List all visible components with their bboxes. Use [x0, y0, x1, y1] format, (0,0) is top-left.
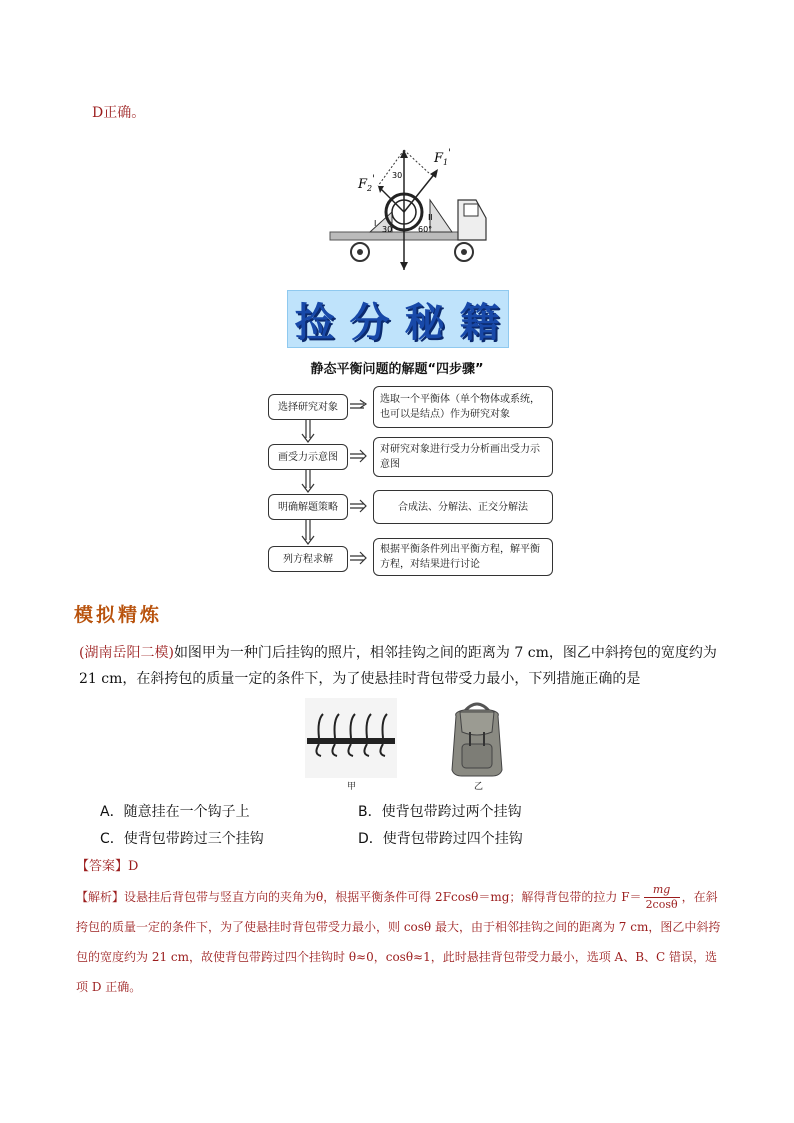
answer-line — [76, 855, 138, 874]
step-left-1: 选择研究对象 — [268, 394, 348, 420]
fraction-numerator: mg — [644, 883, 680, 898]
step-left-2: 画受力示意图 — [268, 444, 348, 470]
f1-arrow-head — [430, 169, 438, 178]
option-a[interactable]: A．随意挂在一个钩子上 — [100, 804, 250, 820]
banner-char: 秘 — [404, 299, 447, 346]
right-arrow-3 — [350, 500, 366, 512]
step-right-2: 对研究对象进行受力分析画出受力示意图 — [373, 437, 553, 477]
explanation-tag: 【解析】 — [76, 890, 125, 904]
explanation-part2: ，在斜挎包的质量一定的条件下，为了使悬挂时背包带受力最小，则 cosθ 最大，由于相邻挂钩之间的距离为 7 cm，图乙中斜挎包的宽度约为 21 cm，故使背包带跨过四个挂钩时 θ≈0，cosθ≈1，此时悬挂背包带受力最小，选项 A、B、C 错误，选项 D 正确。 — [76, 890, 721, 994]
truck-force-diagram — [326, 140, 496, 272]
question-source: (湖南岳阳二模) — [79, 645, 174, 661]
backpack-flap — [460, 712, 494, 735]
top-answer-line: D正确。 — [92, 105, 146, 121]
photo-caption-left: 甲 — [347, 782, 357, 792]
fraction — [644, 883, 680, 912]
label-angle-right: 60° — [418, 225, 433, 234]
truck-window — [464, 204, 478, 216]
label-ii: II — [428, 213, 433, 222]
option-c[interactable]: C．使背包带跨过三个挂钩 — [100, 831, 264, 847]
fraction-denominator: 2cosθ — [645, 898, 678, 911]
option-b[interactable]: B．使背包带跨过两个挂钩 — [358, 804, 522, 820]
explanation — [76, 882, 726, 1002]
gravity-arrow-head — [400, 262, 408, 270]
step-right-4: 根据平衡条件列出平衡方程，解平衡方程，对结果进行讨论 — [373, 538, 553, 576]
photo-caption-right: 乙 — [474, 782, 484, 792]
flowchart-arrows — [260, 380, 380, 580]
step-right-3: 合成法、分解法、正交分解法 — [373, 490, 553, 524]
banner-char: 分 — [349, 299, 392, 346]
tips-banner — [287, 290, 509, 348]
label-i: I — [374, 219, 377, 228]
dash-left — [378, 150, 404, 186]
right-arrow-1 — [350, 400, 366, 408]
section-heading: 模拟精炼 — [74, 604, 163, 626]
question-text — [79, 640, 729, 692]
backpack-photo — [444, 698, 510, 778]
banner-char: 捡 — [294, 299, 337, 346]
front-wheel-hub — [461, 249, 467, 255]
rear-wheel-hub — [357, 249, 363, 255]
truck-bed — [330, 232, 458, 240]
hooks-photo — [305, 698, 397, 778]
down-arrow-3 — [302, 520, 314, 544]
steps-title: 静态平衡问题的解题“四步骤” — [310, 362, 484, 377]
label-angle-left: 30 — [382, 225, 393, 234]
step-left-3: 明确解题策略 — [268, 494, 348, 520]
answer-value: D — [128, 859, 139, 874]
explanation-part1: 设悬挂后背包带与竖直方向的夹角为θ，根据平衡条件可得 2Fcosθ＝mg；解得背包带的拉力 F＝ — [124, 890, 642, 904]
step-right-1: 选取一个平衡体（单个物体或系统，也可以是结点）作为研究对象 — [373, 386, 553, 428]
step-left-4: 列方程求解 — [268, 546, 348, 572]
dash-right — [404, 150, 430, 174]
wedge-right — [430, 200, 452, 232]
down-arrow-1 — [302, 420, 314, 442]
right-arrow-2 — [350, 450, 366, 462]
down-arrow-2 — [302, 470, 314, 492]
answer-tag: 【答案】 — [76, 859, 129, 874]
backpack-pocket — [462, 744, 492, 768]
hook-rail — [307, 738, 395, 744]
option-d[interactable]: D．使背包带跨过四个挂钩 — [358, 831, 523, 847]
question-body: 如图甲为一种门后挂钩的照片，相邻挂钩之间的距离为 7 cm，图乙中斜挎包的宽度约为 21 cm，在斜挎包的质量一定的条件下，为了使悬挂时背包带受力最小，下列措施正确的是 — [79, 645, 717, 687]
label-f2: $F_2'$ — [358, 174, 375, 193]
label-f1: $F_1'$ — [434, 148, 451, 167]
right-arrow-4 — [350, 552, 366, 564]
banner-char: 籍 — [459, 299, 502, 346]
label-angle-top: 30 — [392, 171, 403, 180]
